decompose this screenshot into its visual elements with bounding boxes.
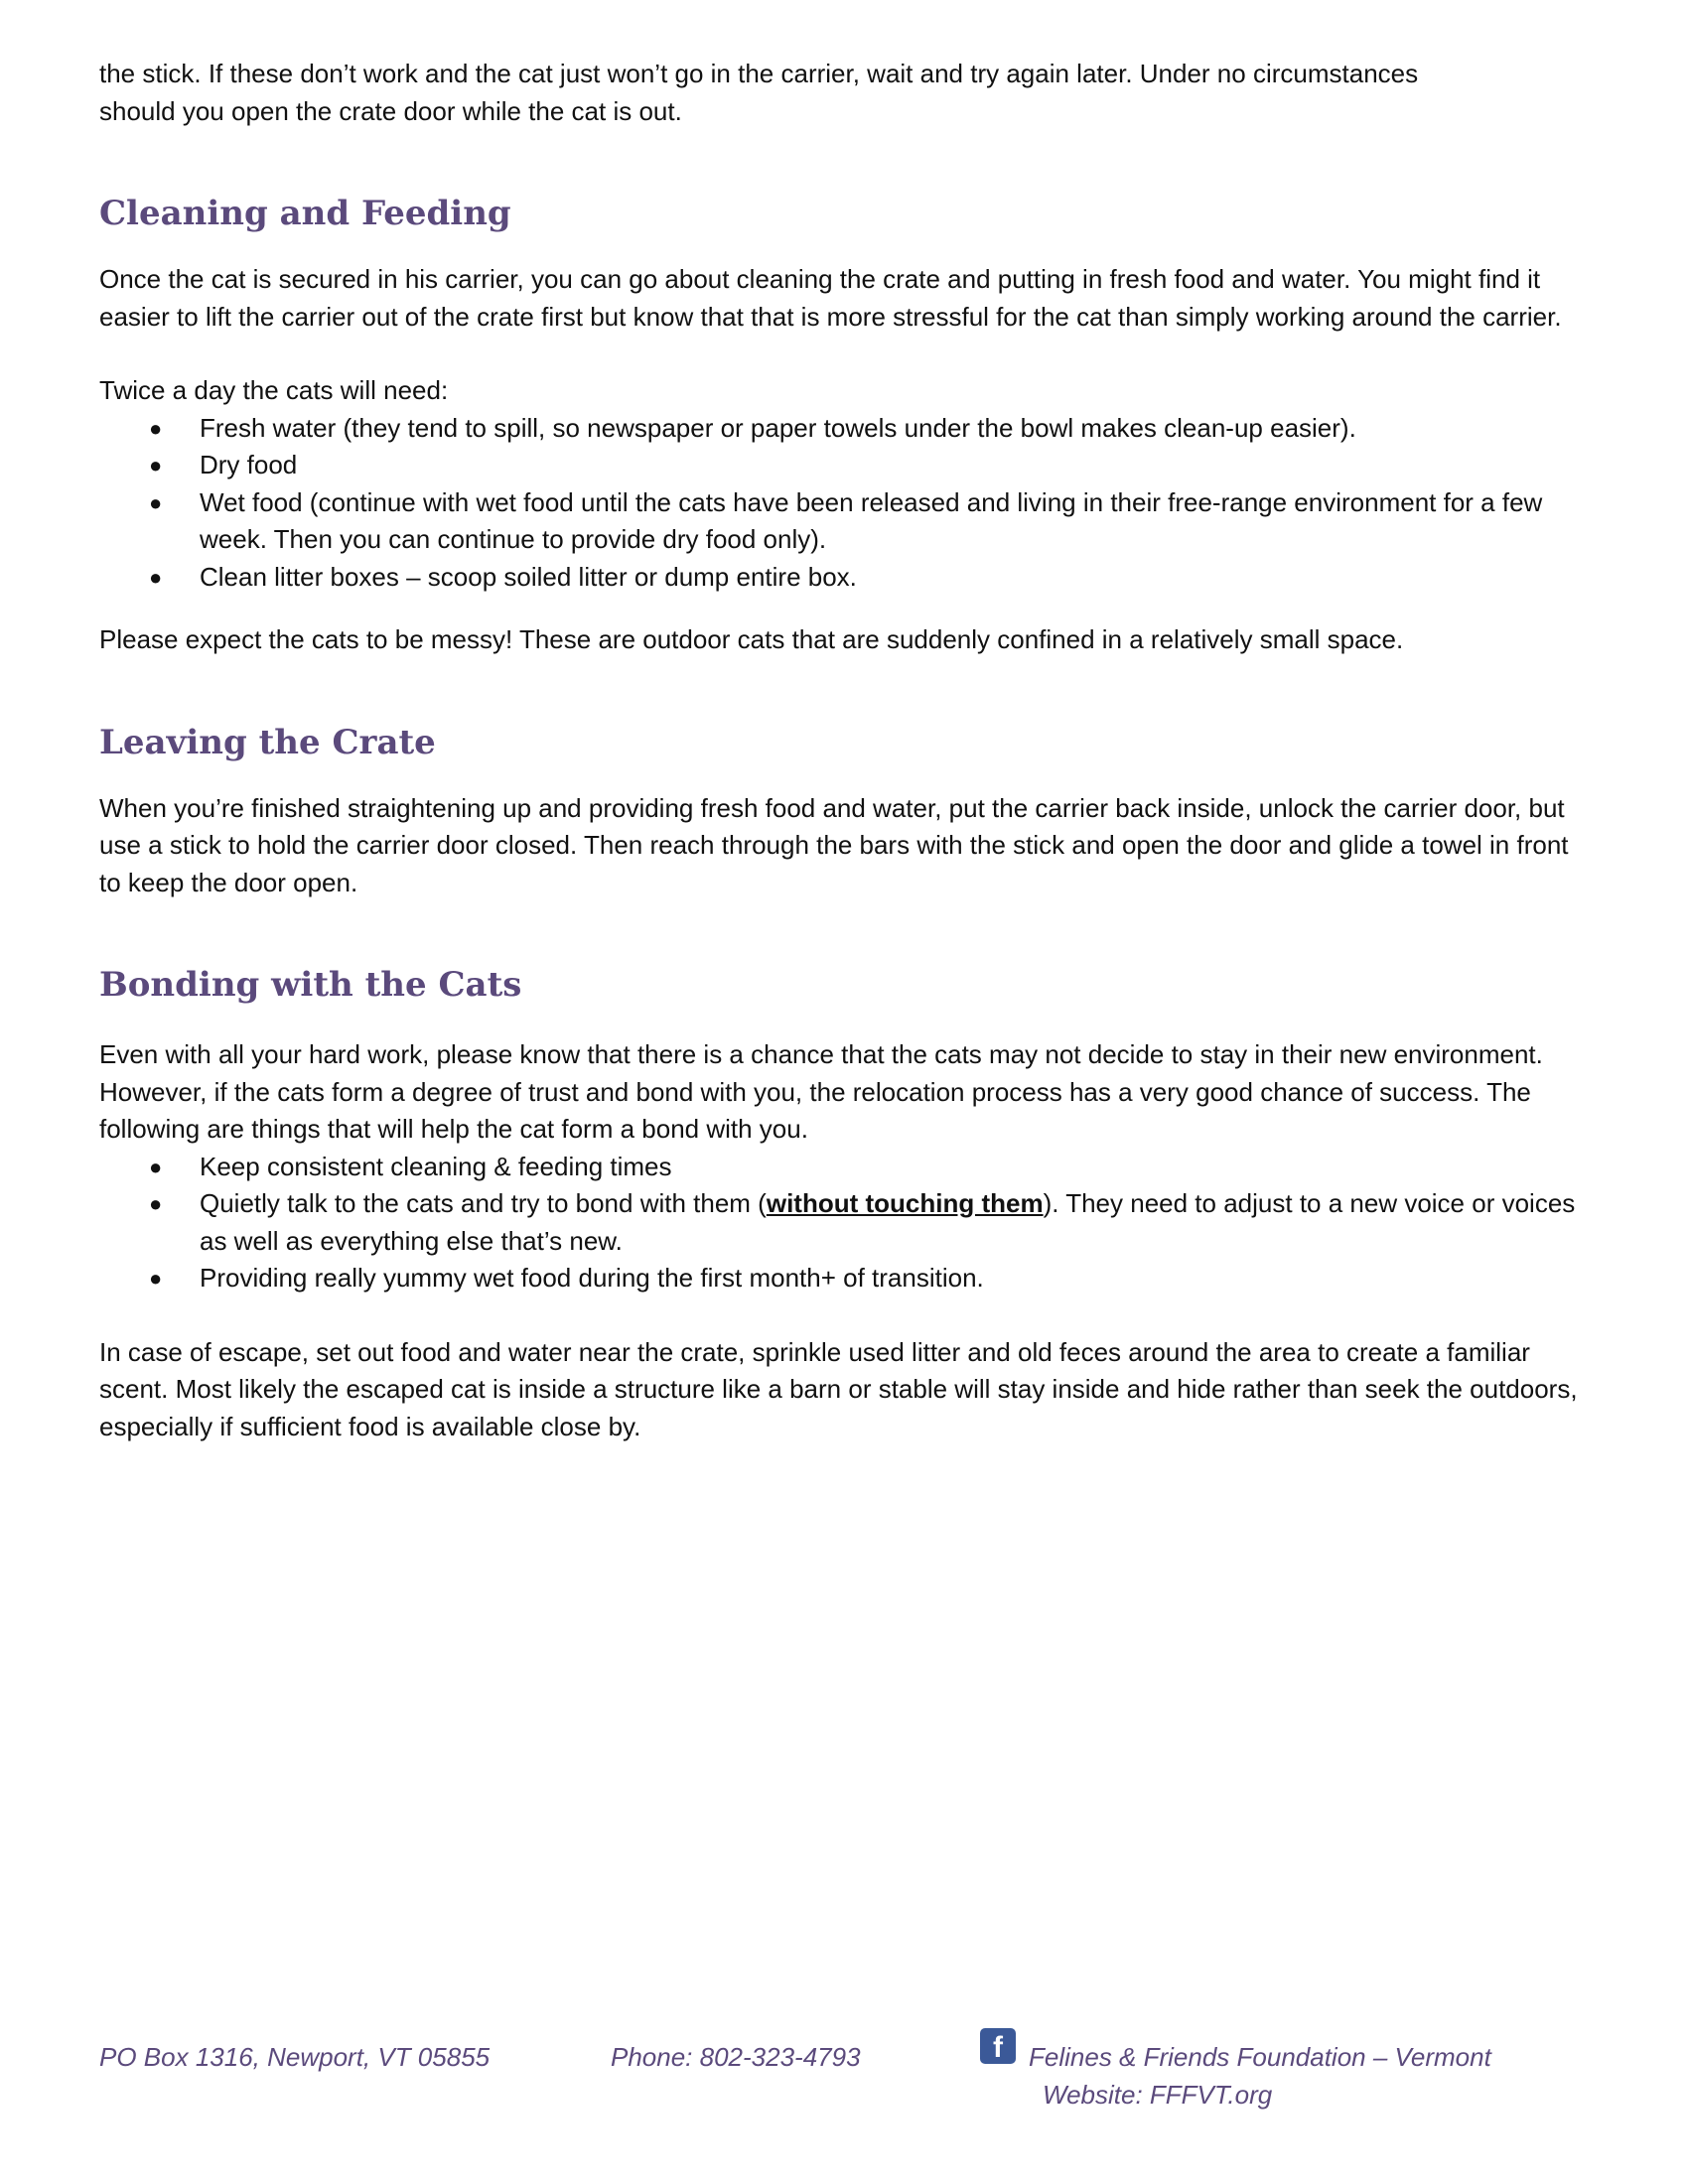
intro-line-2: should you open the crate door while the cat is out. [99,95,682,126]
footer-address: PO Box 1316, Newport, VT 05855 [99,2042,491,2072]
bonding-list [99,1149,1589,1297]
intro-line-1: the stick. If these don’t work and the cat just won’t go in the carrier, wait and try again later. Under no circumstances [99,59,1419,88]
list-intro: Twice a day the cats will need: [99,375,449,405]
heading-leaving-crate: Leaving the Crate [99,722,436,762]
bullet-icon: ● [149,489,163,515]
page-footer [99,2031,1589,2121]
list-item: ● Fresh water (they tend to spill, so newspaper or paper towels under the bowl makes clean-up easier). [99,410,1589,448]
list-item: ● Dry food [99,447,1589,484]
bullet-icon: ● [149,564,163,590]
facebook-icon[interactable]: f [980,2028,1016,2064]
escape-paragraph: In case of escape, set out food and water near the crate, sprinkle used litter and old feces around the area to create a familiar scent. Most likely the escaped cat is inside a structure like a barn or stable will stay inside and hide rather than seek the outdoors, especially if sufficient food is available close by. [99,1336,1578,1441]
list-item: ● Clean litter boxes – scoop soiled litter or dump entire box. [99,559,1589,597]
cleaning-paragraph: Once the cat is secured in his carrier, you can go about cleaning the crate and putting in fresh food and water. You might find it easier to lift the carrier out of the crate first but know that that is more stressful for the cat than simply working around the carrier. [99,264,1562,332]
leaving-paragraph: When you’re finished straightening up and providing fresh food and water, put the carrier back inside, unlock the carrier door, but use a stick to hold the carrier door closed. Then reach through the bars with the stick and open the door and glide a towel in front to keep the door open. [99,792,1569,897]
bullet-icon: ● [149,1266,163,1291]
list-item: ● Providing really yummy wet food during the first month+ of transition. [99,1260,1589,1297]
bullet-icon: ● [149,415,163,441]
bullet-icon: ● [149,1154,163,1179]
cleaning-note: Please expect the cats to be messy! These are outdoor cats that are suddenly confined in a relatively small space. [99,624,1404,654]
bonding-paragraph: Even with all your hard work, please know that there is a chance that the cats may not decide to stay in their new environment. However, if the cats form a degree of trust and bond with you, the relocation process has a very good chance of success. The following are things that will help the cat form a bond with you. [99,1039,1543,1144]
footer-organization: Felines & Friends Foundation – Vermont [1029,2042,1491,2072]
emphasis-text: without touching them [766,1188,1044,1218]
list-item: ● Keep consistent cleaning & feeding times [99,1149,1589,1186]
heading-bonding: Bonding with the Cats [99,965,522,1005]
footer-phone: Phone: 802-323-4793 [611,2042,861,2072]
needs-list [99,410,1589,597]
list-item: ● Quietly talk to the cats and try to bond with them (without touching them). They need to adjust to a new voice or voices as well as everything else that’s new. [99,1185,1589,1260]
bullet-icon: ● [149,453,163,478]
heading-cleaning-feeding: Cleaning and Feeding [99,194,511,233]
list-item: ● Wet food (continue with wet food until the cats have been released and living in their free-range environment for a few week. Then you can continue to provide dry food only). [99,484,1589,559]
bullet-icon: ● [149,1191,163,1216]
footer-website[interactable]: Website: FFFVT.org [1043,2080,1273,2110]
document-body [99,56,1589,1445]
